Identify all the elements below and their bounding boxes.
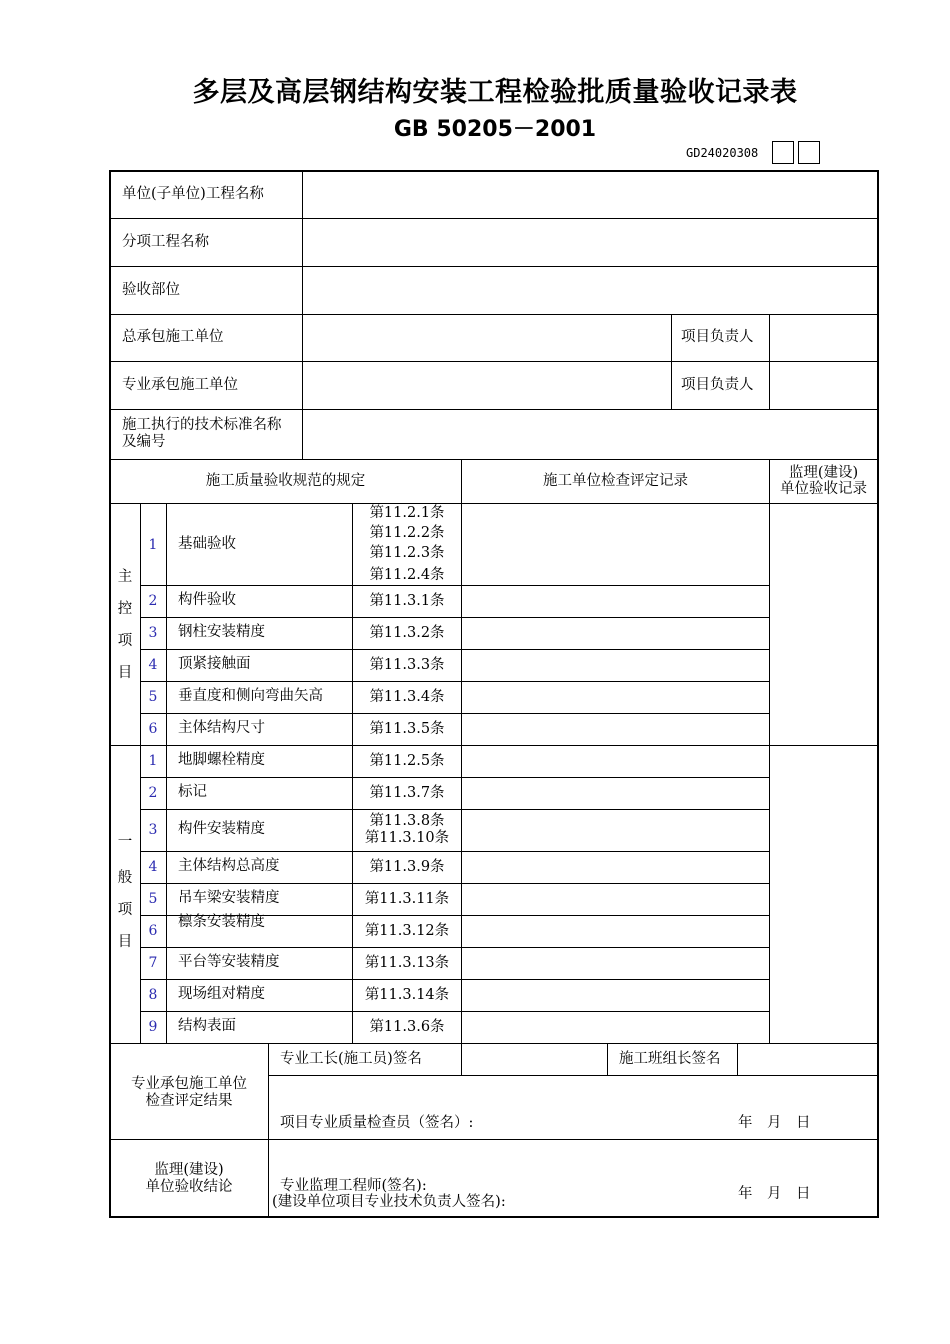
owner-sign-label: (建设单位项目专业技术负责人签名):: [272, 1194, 506, 1210]
standard-code: GB 50205－2001: [393, 117, 597, 142]
item-clause: 第11.3.10条: [364, 830, 450, 846]
general-items-group-label: 项: [117, 902, 133, 918]
grid-line: [110, 218, 878, 219]
grid-line: [607, 1043, 608, 1075]
grid-line: [110, 503, 878, 504]
item-number: 3: [148, 822, 158, 838]
item-clause: 第11.3.9条: [369, 859, 445, 875]
form-code-box-1[interactable]: [772, 141, 794, 164]
contractor-result-label: 专业承包施工单位: [131, 1076, 247, 1092]
inspection-part-label: 验收部位: [122, 282, 180, 298]
project-manager-label: 项目负责人: [681, 377, 754, 393]
grid-line: [140, 585, 769, 586]
grid-line: [110, 745, 878, 746]
item-number: 4: [148, 859, 158, 875]
grid-line: [769, 459, 770, 1043]
item-name: 吊车梁安装精度: [178, 890, 280, 906]
item-number: 1: [148, 753, 158, 769]
grid-line: [140, 979, 769, 980]
general-contractor-field[interactable]: [304, 316, 670, 360]
item-number: 6: [148, 721, 158, 737]
item-name: 地脚螺栓精度: [178, 752, 265, 768]
supervision-date: 年 月 日: [738, 1186, 811, 1202]
grid-line: [110, 409, 878, 410]
grid-line: [110, 361, 878, 362]
grid-line: [140, 851, 769, 852]
item-number: 2: [148, 593, 158, 609]
item-number: 4: [148, 657, 158, 673]
standard-name-label: 施工执行的技术标准名称: [122, 417, 282, 433]
project-manager-label: 项目负责人: [681, 329, 754, 345]
grid-line: [166, 503, 167, 1043]
main-items-group-label: 目: [117, 665, 133, 681]
item-clause: 第11.3.13条: [364, 955, 450, 971]
grid-line: [140, 713, 769, 714]
item-clause: 第11.2.1条: [369, 505, 445, 521]
form-title: 多层及高层钢结构安装工程检验批质量验收记录表: [192, 77, 798, 108]
item-name: 现场组对精度: [178, 986, 265, 1002]
sub-contractor-label: 专业承包施工单位: [122, 377, 238, 393]
supervision-result-label: 单位验收结论: [145, 1179, 233, 1195]
record-header: 施工单位检查评定记录: [543, 473, 688, 489]
engineer-sign-label: 专业监理工程师(签名):: [280, 1178, 427, 1194]
grid-line: [268, 1075, 878, 1076]
main-items-group-label: 控: [117, 601, 133, 617]
general-items-group-label: 般: [117, 870, 133, 886]
contractor-date: 年 月 日: [738, 1115, 811, 1131]
grid-line: [140, 617, 769, 618]
item-name: 平台等安装精度: [178, 954, 280, 970]
item-name: 构件验收: [178, 592, 236, 608]
main-items-group-label: 主: [117, 569, 133, 585]
grid-line: [140, 681, 769, 682]
grid-line: [110, 266, 878, 267]
item-name: 构件安装精度: [178, 821, 265, 837]
item-name: 结构表面: [178, 1018, 236, 1034]
item-name: 钢柱安装精度: [178, 624, 265, 640]
form-code: GD24020308: [686, 146, 759, 160]
item-clause: 第11.3.1条: [369, 593, 445, 609]
grid-line: [737, 1043, 738, 1075]
grid-line: [302, 171, 303, 459]
subproject-label: 分项工程名称: [122, 234, 209, 250]
grid-line: [769, 314, 770, 409]
item-clause: 第11.3.14条: [364, 987, 450, 1003]
project-name-field[interactable]: [304, 172, 876, 217]
item-name: 基础验收: [178, 536, 236, 552]
item-number: 5: [148, 689, 158, 705]
grid-line: [268, 1043, 269, 1217]
project-name-label: 单位(子单位)工程名称: [122, 186, 264, 202]
grid-line: [110, 1043, 878, 1044]
general-items-group-label: 目: [117, 934, 133, 950]
grid-line: [140, 947, 769, 948]
grid-line: [140, 883, 769, 884]
general-contractor-label: 总承包施工单位: [122, 329, 224, 345]
item-clause: 第11.2.2条: [369, 525, 445, 541]
grid-line: [140, 809, 769, 810]
grid-line: [110, 1139, 878, 1140]
item-number: 5: [148, 891, 158, 907]
foreman-sign-label: 专业工长(施工员)签名: [280, 1051, 422, 1067]
item-number: 6: [148, 923, 158, 939]
item-clause: 第11.3.3条: [369, 657, 445, 673]
team-leader-sign-field[interactable]: [739, 1045, 876, 1074]
grid-line: [140, 777, 769, 778]
item-name: 主体结构尺寸: [178, 720, 265, 736]
standard-name-field[interactable]: [304, 411, 876, 458]
grid-line: [461, 1043, 462, 1075]
item-clause: 第11.3.12条: [364, 923, 450, 939]
item-clause: 第11.2.3条: [369, 545, 445, 561]
supervision-result-label: 监理(建设): [154, 1162, 224, 1178]
main-items-group-label: 项: [117, 633, 133, 649]
sub-manager-field[interactable]: [771, 363, 876, 408]
grid-line: [461, 459, 462, 1043]
supervision-header: 监理(建设): [788, 465, 859, 481]
standard-name-label: 及编号: [122, 434, 166, 450]
spec-header: 施工质量验收规范的规定: [205, 473, 366, 489]
item-number: 7: [148, 955, 158, 971]
item-name: 标记: [178, 784, 207, 800]
item-clause: 第11.3.11条: [364, 891, 450, 907]
form-code-box-2[interactable]: [798, 141, 820, 164]
inspector-sign-label: 项目专业质量检查员（签名）:: [280, 1115, 474, 1131]
item-name: 檩条安装精度: [178, 914, 265, 930]
item-name: 垂直度和侧向弯曲矢高: [178, 688, 323, 704]
grid-line: [110, 459, 878, 460]
contractor-result-label: 检查评定结果: [145, 1093, 233, 1109]
subproject-field[interactable]: [304, 220, 876, 265]
team-leader-sign-label: 施工班组长签名: [619, 1051, 721, 1067]
item-clause: 第11.3.2条: [369, 625, 445, 641]
item-number: 8: [148, 987, 158, 1003]
grid-line: [140, 1011, 769, 1012]
item-clause: 第11.2.5条: [369, 753, 445, 769]
item-name: 顶紧接触面: [178, 656, 251, 672]
item-clause: 第11.3.8条: [369, 813, 445, 829]
item-number: 9: [148, 1019, 158, 1035]
grid-line: [110, 314, 878, 315]
inspection-part-field[interactable]: [304, 268, 876, 313]
item-clause: 第11.3.5条: [369, 721, 445, 737]
item-clause: 第11.2.4条: [369, 567, 445, 583]
supervision-header: 单位验收记录: [780, 481, 867, 497]
item-clause: 第11.3.6条: [369, 1019, 445, 1035]
item-number: 3: [148, 625, 158, 641]
general-items-group-label: 一: [117, 834, 133, 850]
item-name: 主体结构总高度: [178, 858, 280, 874]
item-number: 1: [148, 537, 158, 553]
general-manager-field[interactable]: [771, 316, 876, 360]
grid-line: [671, 314, 672, 409]
item-number: 2: [148, 785, 158, 801]
foreman-sign-field[interactable]: [463, 1045, 606, 1074]
sub-contractor-field[interactable]: [304, 363, 670, 408]
grid-line: [140, 649, 769, 650]
item-clause: 第11.3.7条: [369, 785, 445, 801]
item-clause: 第11.3.4条: [369, 689, 445, 705]
